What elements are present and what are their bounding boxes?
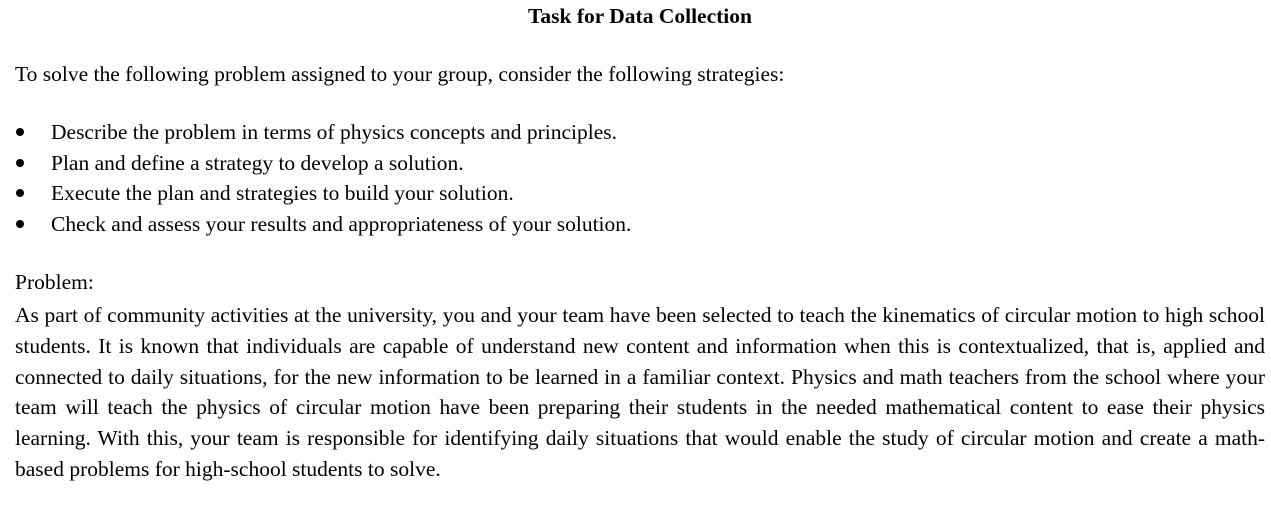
- strategy-list: [15, 119, 631, 242]
- list-item: [15, 211, 631, 242]
- intro-paragraph: To solve the following problem assigned to your group, consider the following strategies:: [15, 62, 785, 86]
- strategy-text: Describe the problem in terms of physics concepts and principles.: [51, 120, 618, 144]
- bullet-icon: [16, 220, 24, 228]
- bullet-icon: [16, 189, 24, 197]
- problem-heading: Problem:: [15, 270, 94, 294]
- strategy-text: Execute the plan and strategies to build your solution.: [51, 181, 514, 206]
- list-item: [15, 180, 631, 211]
- strategy-text: Plan and define a strategy to develop a solution.: [51, 150, 464, 175]
- bullet-icon: [16, 159, 24, 167]
- problem-paragraph: As part of community activities at the university, you and your team have been selected to teach the kinematics of circular motion to high school students. It is known that individuals are capable of understand new content and information when this is contextualized, that is, applied and connected to daily situations, for the new information to be learned in a familiar context. Physics and math teachers from the school where your team will teach the physics of circular motion have been preparing their students in the needed mathematical content to ease their physics learning. With this, your team is responsible for identifying daily situations that would enable the study of circular motion and create a math-based problems for high-school students to solve.: [15, 303, 1265, 481]
- document-title: Task for Data Collection: [528, 4, 752, 28]
- list-item: [15, 119, 631, 150]
- list-item: [15, 150, 631, 181]
- strategy-text: Check and assess your results and appropriateness of your solution.: [51, 212, 632, 237]
- bullet-icon: [16, 128, 24, 136]
